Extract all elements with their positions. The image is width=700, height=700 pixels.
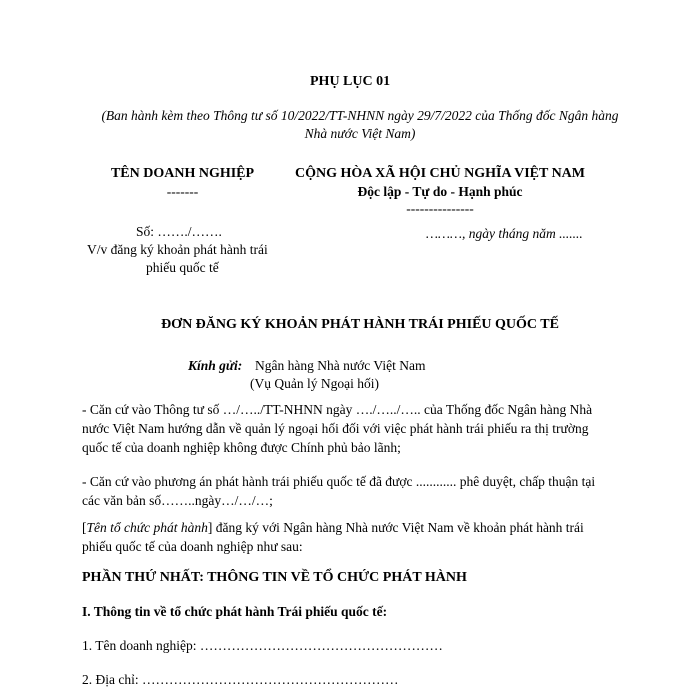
company-dashes: -------	[166, 184, 199, 199]
basis2-line1: - Căn cứ vào phương án phát hành trái phiếu quốc tế đã được ............ phê duyệt, chấp thuận tại	[82, 474, 596, 489]
recipient-department: (Vụ Quản lý Ngoại hối)	[250, 376, 379, 391]
company-name: TÊN DOANH NGHIỆP	[110, 166, 255, 181]
basis-paragraph-1	[82, 400, 622, 457]
subject-line1: V/v đăng ký khoản phát hành trái	[87, 242, 268, 257]
registration-line1: [Tên tổ chức phát hành] đăng ký với Ngân hàng Nhà nước Việt Nam về khoản phát hành trái	[82, 520, 584, 535]
registration-line1-rest: ] đăng ký với Ngân hàng Nhà nước Việt Nam về khoản phát hành trái	[207, 520, 584, 535]
basis1-line1: - Căn cứ vào Thông tư số …/…../TT-NHNN ngày …./…../….. của Thống đốc Ngân hàng Nhà	[82, 402, 593, 417]
appendix-subtitle-line1: (Ban hành kèm theo Thông tư số 10/2022/TT-NHNN ngày 29/7/2022 của Thống đốc Ngân hàng	[101, 108, 619, 123]
section1-heading: I. Thông tin về tổ chức phát hành Trái phiếu quốc tế:	[82, 604, 388, 619]
appendix-title: PHỤ LỤC 01	[310, 74, 391, 89]
issuer-name-placeholder: Tên tổ chức phát hành	[86, 520, 208, 535]
basis2-line2: các văn bản số……..ngày…/…/…;	[82, 493, 273, 508]
nation-name: CỘNG HÒA XÃ HỘI CHỦ NGHĨA VIỆT NAM	[294, 166, 585, 181]
national-motto: Độc lập - Tự do - Hạnh phúc	[357, 184, 523, 199]
basis1-line2: nước Việt Nam hướng dẫn về quản lý ngoại hối đối với việc phát hành trái phiếu ra thị trường	[82, 421, 589, 436]
subject-line2: phiếu quốc tế	[146, 260, 219, 275]
recipient-name: Ngân hàng Nhà nước Việt Nam	[255, 358, 426, 373]
form-title: ĐƠN ĐĂNG KÝ KHOẢN PHÁT HÀNH TRÁI PHIẾU QUỐC TẾ	[161, 317, 559, 332]
field-address: 2. Địa chỉ: …………………………………………………	[82, 672, 399, 687]
motto-dashes: ---------------	[406, 201, 474, 216]
field-company-name: 1. Tên doanh nghiệp: ………………………………………………	[82, 638, 443, 653]
part1-heading: PHẦN THỨ NHẤT: THÔNG TIN VỀ TỔ CHỨC PHÁT HÀNH	[82, 570, 467, 585]
document-number: Số: ……./…….	[136, 224, 222, 239]
appendix-subtitle-line2: Nhà nước Việt Nam)	[304, 126, 416, 141]
recipient-label: Kính gửi:	[188, 358, 243, 373]
registration-line2: phiếu quốc tế của doanh nghiệp như sau:	[82, 539, 303, 554]
basis1-line3: quốc tế của doanh nghiệp không được Chính phủ bảo lãnh;	[82, 440, 401, 455]
place-date-line: ………, ngày tháng năm .......	[426, 226, 583, 241]
registration-paragraph	[82, 518, 622, 556]
basis-paragraph-2	[82, 472, 622, 510]
